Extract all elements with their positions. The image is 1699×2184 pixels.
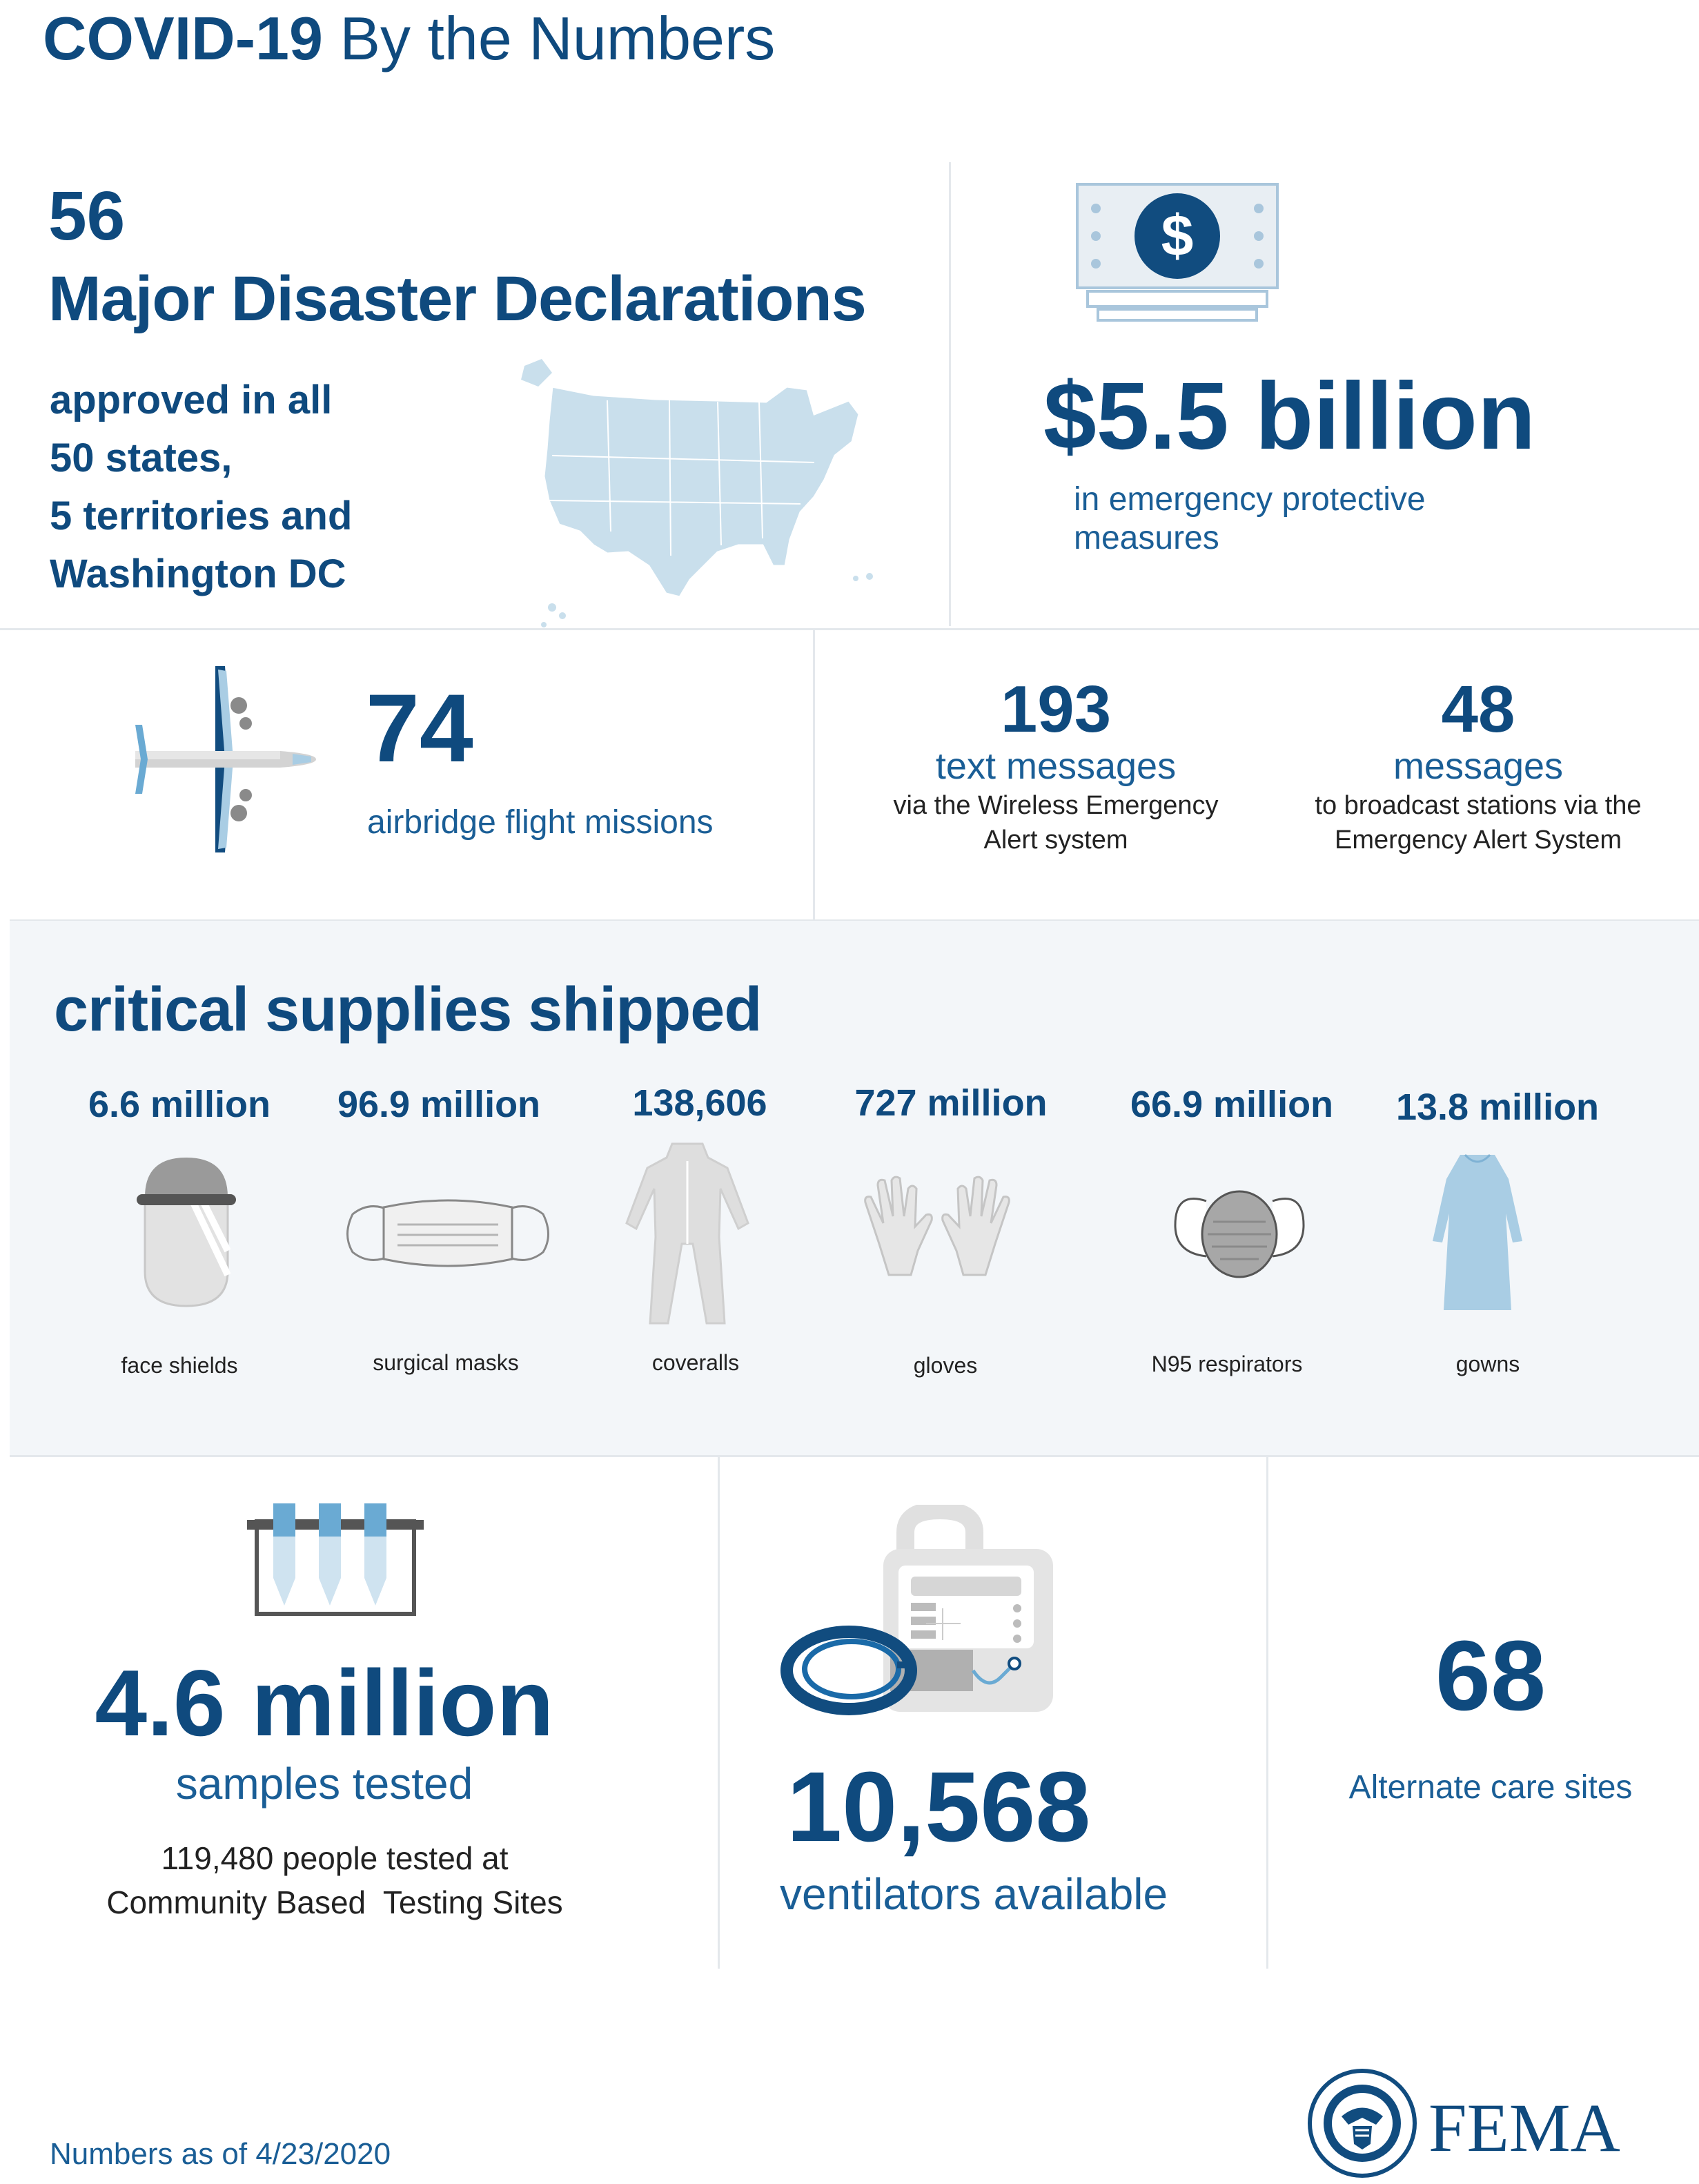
- ventilators-label: ventilators available: [780, 1869, 1168, 1919]
- text-messages-line: Alert system: [983, 826, 1128, 855]
- supply-label: face shields: [121, 1353, 238, 1378]
- samples-label: samples tested: [175, 1759, 473, 1808]
- care-sites-label: Alternate care sites: [1348, 1769, 1633, 1806]
- money-icon: [1074, 181, 1281, 326]
- broadcast-number: 48: [1441, 672, 1515, 746]
- supplies-title: critical supplies shipped: [54, 975, 762, 1044]
- samples-detail: [14, 1836, 656, 1924]
- declarations-line: approved in all: [50, 378, 333, 422]
- text-messages-label: text messages: [935, 745, 1177, 787]
- protective-amount: $5.5 billion: [1043, 363, 1536, 469]
- declarations-label: Major Disaster Declarations: [48, 264, 866, 334]
- declarations-number: 56: [48, 177, 126, 255]
- face-shield-icon: [131, 1154, 242, 1309]
- divider: [1266, 1456, 1268, 1969]
- ventilators-number: 10,568: [787, 1751, 1091, 1862]
- surgical-mask-icon: [342, 1197, 553, 1273]
- divider: [0, 628, 1699, 630]
- page-title-rest: By the Numbers: [322, 4, 776, 72]
- supply-label: N95 respirators: [1151, 1352, 1303, 1376]
- declarations-line: 5 territories and: [50, 494, 353, 538]
- supply-value: 6.6 million: [88, 1084, 271, 1125]
- test-tubes-icon: [247, 1502, 424, 1618]
- divider: [813, 630, 815, 920]
- divider: [949, 162, 951, 626]
- care-sites-number: 68: [1435, 1620, 1546, 1731]
- airplane-icon: [121, 663, 322, 856]
- fema-logo-text: FEMA: [1428, 2089, 1620, 2166]
- supply-value: 138,606: [632, 1082, 767, 1124]
- declarations-line: 50 states,: [50, 436, 233, 480]
- declarations-description: [50, 371, 352, 603]
- samples-number: 4.6 million: [95, 1650, 554, 1755]
- broadcast-line: to broadcast stations via the: [1315, 791, 1642, 820]
- supply-label: gloves: [913, 1353, 978, 1378]
- gown-icon: [1427, 1151, 1528, 1314]
- samples-line: Community Based Testing Sites: [106, 1884, 563, 1920]
- dhs-seal-icon: [1307, 2068, 1417, 2178]
- broadcast-block: [1271, 672, 1685, 857]
- supply-value: 66.9 million: [1130, 1084, 1334, 1125]
- gloves-icon: [858, 1175, 1016, 1278]
- supply-value: 13.8 million: [1395, 1086, 1600, 1128]
- divider: [10, 1455, 1699, 1457]
- airbridge-label: airbridge flight missions: [367, 804, 714, 841]
- supply-label: gowns: [1455, 1352, 1520, 1376]
- declarations-line: Washington DC: [50, 552, 346, 596]
- svg-text:$: $: [1161, 203, 1194, 268]
- protective-description: [1074, 480, 1426, 558]
- text-messages-block: [849, 672, 1263, 857]
- coveralls-icon: [624, 1140, 751, 1328]
- protective-line: in emergency protective: [1074, 481, 1426, 518]
- samples-line: 119,480 people tested at: [161, 1840, 509, 1876]
- divider: [718, 1456, 720, 1969]
- supply-value: 727 million: [854, 1082, 1048, 1124]
- protective-line: measures: [1074, 520, 1219, 556]
- supply-label: coveralls: [651, 1350, 740, 1375]
- supply-label: surgical masks: [373, 1350, 519, 1375]
- ventilator-icon: [780, 1505, 1056, 1719]
- date-note: Numbers as of 4/23/2020: [50, 2137, 391, 2171]
- text-messages-line: via the Wireless Emergency: [893, 791, 1219, 820]
- broadcast-line: Emergency Alert System: [1334, 826, 1622, 855]
- text-messages-number: 193: [1000, 672, 1112, 746]
- page-title: [43, 4, 775, 73]
- n95-respirator-icon: [1172, 1187, 1307, 1281]
- us-map-icon: [511, 359, 883, 628]
- supply-value: 96.9 million: [337, 1084, 541, 1125]
- airbridge-number: 74: [366, 674, 473, 782]
- broadcast-label: messages: [1393, 745, 1564, 787]
- page-title-bold: COVID-19: [43, 4, 323, 72]
